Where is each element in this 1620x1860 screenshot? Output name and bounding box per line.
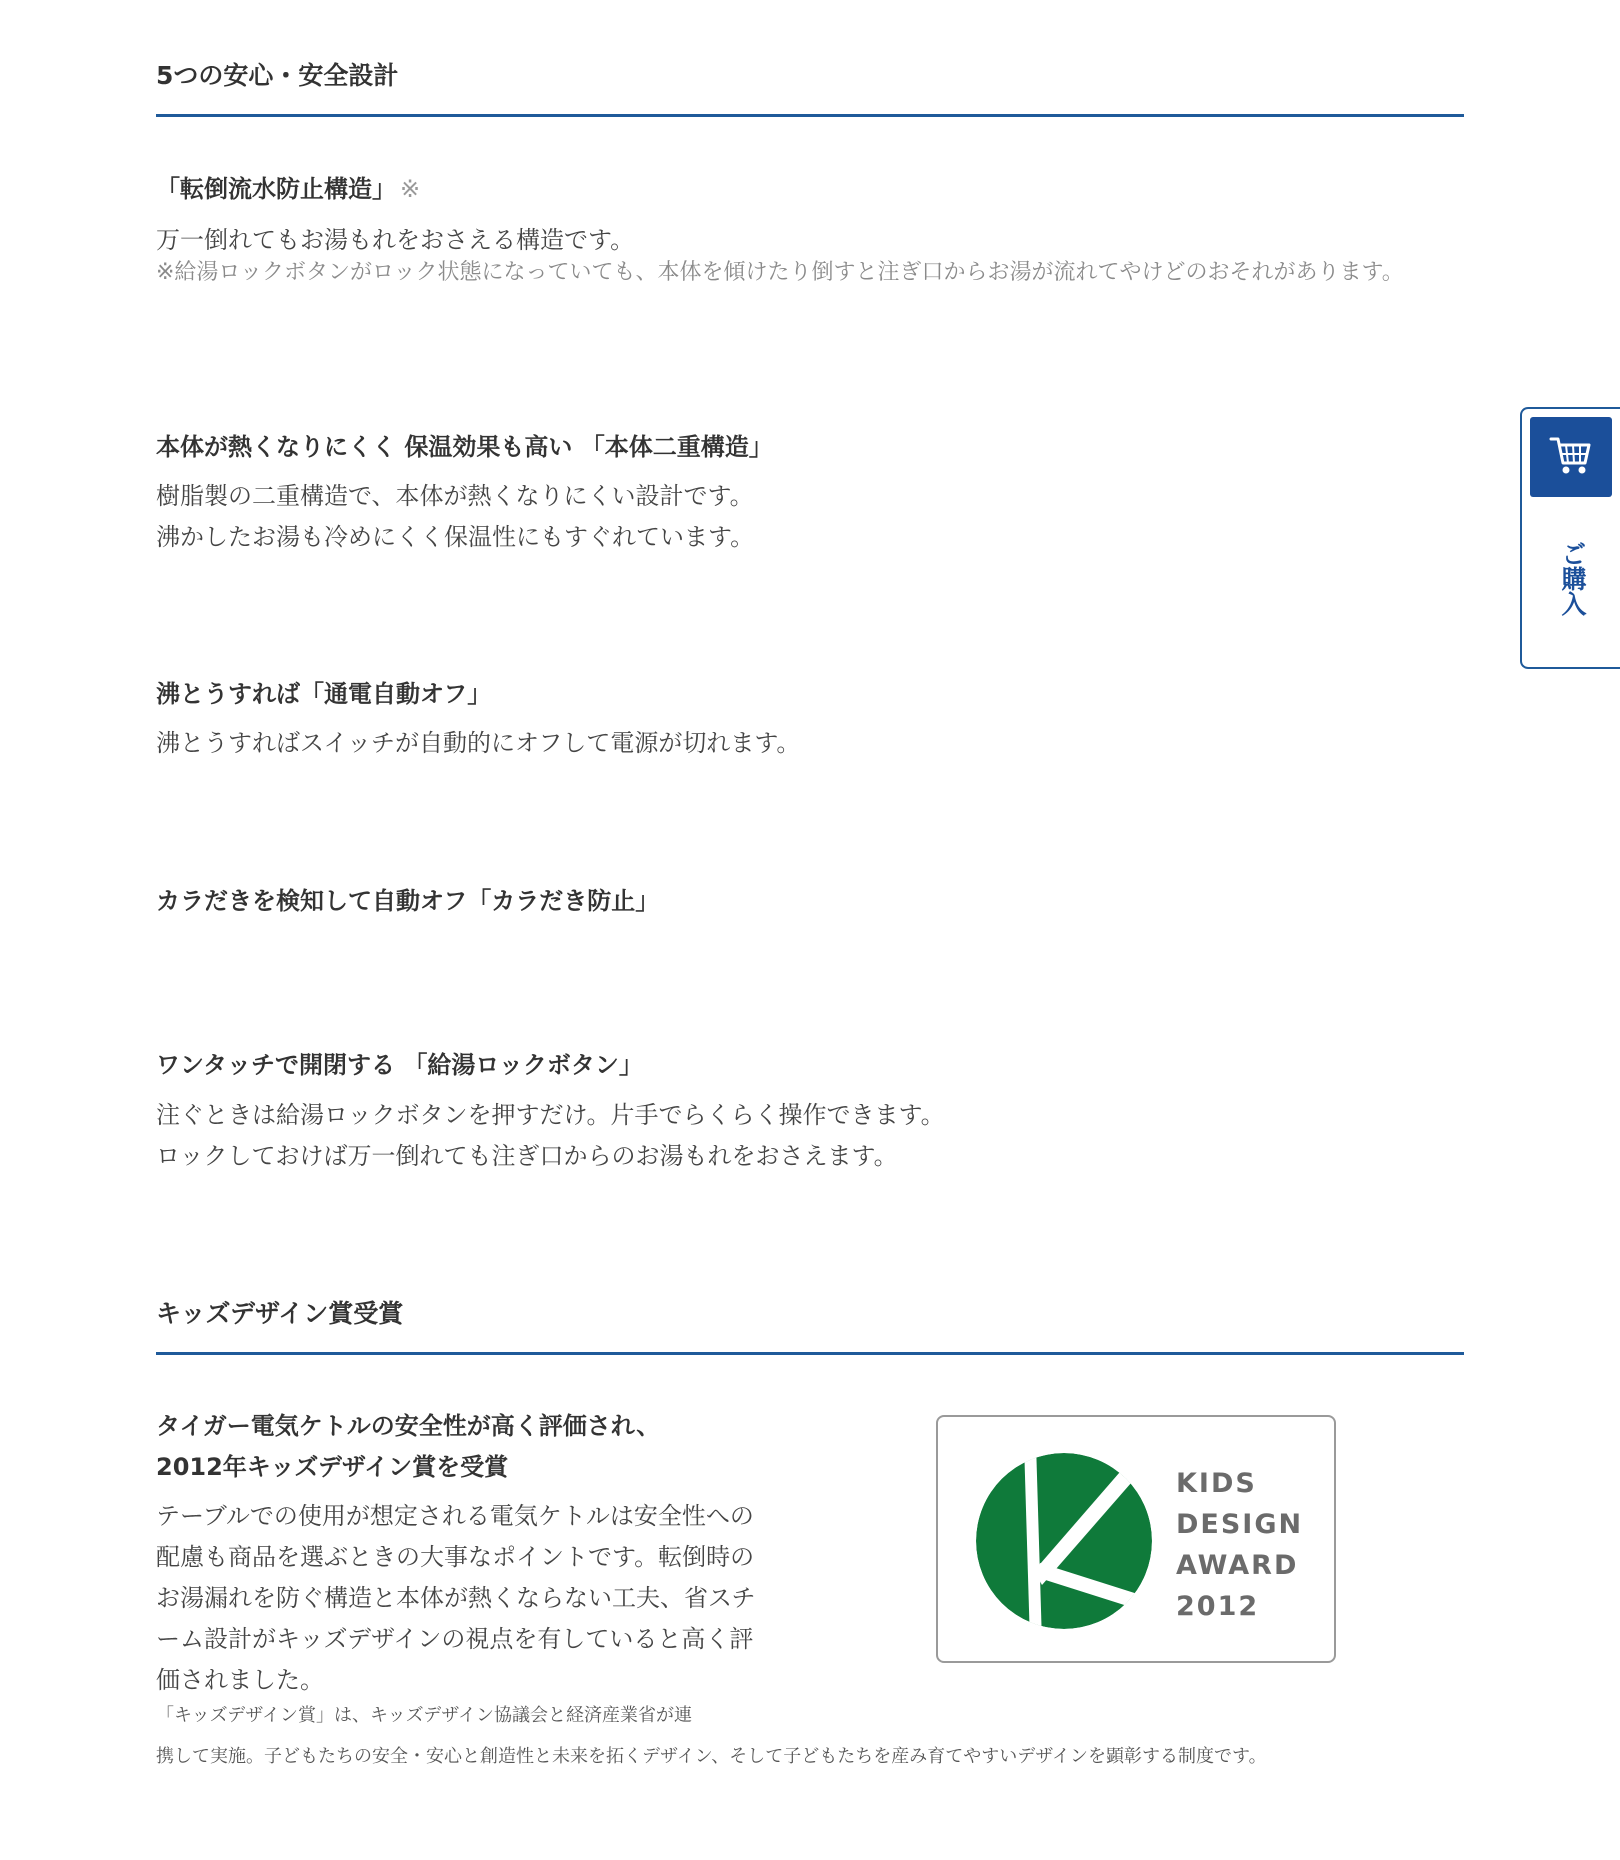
section-divider xyxy=(156,1352,1464,1355)
feature-description: 樹脂製の二重構造で、本体が熱くなりにくい設計です。 xyxy=(156,482,754,510)
footnote-mark: ※ xyxy=(400,175,421,203)
kids-design-k-logo xyxy=(976,1453,1152,1629)
award-logo-word: KIDS xyxy=(1176,1468,1257,1499)
section-heading-award: キッズデザイン賞受賞 xyxy=(156,1299,404,1328)
award-logo-text xyxy=(1176,1463,1303,1627)
feature-footnote: ※給湯ロックボタンがロック状態になっていても、本体を傾けたり倒すと注ぎ口からお湯が流れてやけどのおそれがあります。 xyxy=(156,260,1404,285)
feature-title-auto-off: 沸とうすれば「通電自動オフ」 xyxy=(156,680,492,708)
award-logo-year: 2012 xyxy=(1176,1591,1260,1622)
kids-design-award-badge xyxy=(936,1415,1336,1663)
award-title-line: 2012年キッズデザイン賞を受賞 xyxy=(156,1453,509,1481)
feature-title-double-wall: 本体が熱くなりにくく 保温効果も高い 「本体二重構造」 xyxy=(156,433,773,461)
feature-description: 注ぐときは給湯ロックボタンを押すだけ。片手でらくらく操作できます。 xyxy=(156,1101,945,1129)
feature-description: ロックしておけば万一倒れても注ぎ口からのお湯もれをおさえます。 xyxy=(156,1142,898,1170)
award-logo-word: DESIGN xyxy=(1176,1509,1304,1540)
award-note-line: 携して実施。子どもたちの安全・安心と創造性と未来を拓くデザイン、そして子どもたちを産み育てやすいデザインを顕彰する制度です。 xyxy=(156,1746,1267,1767)
section-heading-safety: 5つの安心・安全設計 xyxy=(156,61,399,90)
feature-title-text: 「転倒流水防止構造」 xyxy=(156,175,396,203)
award-description: テーブルでの使用が想定される電気ケトルは安全性への配慮も商品を選ぶときの大事なポイントです。転倒時のお湯漏れを防ぐ構造と本体が熱くならない工夫、省スチーム設計がキッズデザインの視点を有していると高く評価されました。 xyxy=(156,1502,756,1694)
award-title-line: タイガー電気ケトルの安全性が高く評価され、 xyxy=(156,1412,661,1440)
feature-title-dry-boil: カラだきを検知して自動オフ「カラだき防止」 xyxy=(156,887,660,915)
cart-icon xyxy=(1549,435,1593,477)
award-logo-word: AWARD xyxy=(1176,1550,1299,1581)
purchase-label[interactable]: ご購入 xyxy=(1558,541,1587,616)
cart-button[interactable] xyxy=(1530,417,1612,497)
feature-title-tip-over xyxy=(156,172,420,206)
purchase-side-tab[interactable] xyxy=(1520,407,1620,669)
feature-description: 沸かしたお湯も冷めにくく保温性にもすぐれています。 xyxy=(156,523,755,551)
award-note-line: 「キッズデザイン賞」は、キッズデザイン協議会と経済産業省が連 xyxy=(156,1705,693,1726)
section-divider xyxy=(156,114,1464,117)
feature-title-lock-button: ワンタッチで開閉する 「給湯ロックボタン」 xyxy=(156,1051,643,1079)
feature-description: 沸とうすればスイッチが自動的にオフして電源が切れます。 xyxy=(156,729,801,757)
feature-description: 万一倒れてもお湯もれをおさえる構造です。 xyxy=(156,226,635,254)
